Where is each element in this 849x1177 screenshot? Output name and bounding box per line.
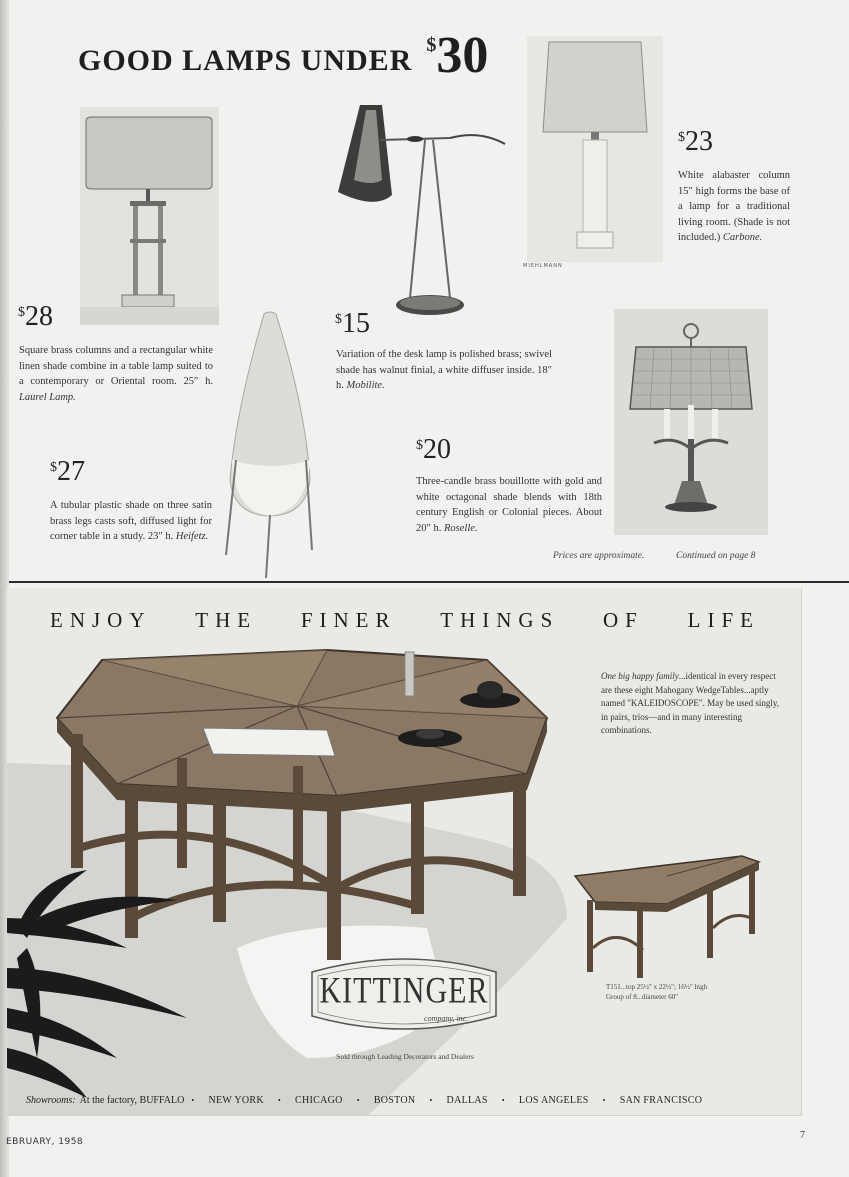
price-28: $ 28 <box>18 301 53 332</box>
caption-20: Three-candle brass bouillotte with gold and white octagonal shade blends with 18th century English or Colonial pieces. About 20″ h. Roselle. <box>416 476 602 534</box>
continued-note: Continued on page 8 <box>676 551 756 561</box>
lamp-photo-23 <box>527 36 663 262</box>
price-27: $ 27 <box>50 456 85 487</box>
caption-23: White alabaster column 15″ high forms the base of a lamp for a traditional living room. (Shade is not included.) Carbone. <box>678 170 790 243</box>
caption-27: A tubular plastic shade on three satin brass legs casts soft, diffused light for corner table in a study. 23″ h. Heifetz. <box>50 500 212 542</box>
ad-headline-word: FINER <box>300 608 397 632</box>
prices-note: Prices are approximate. <box>553 551 645 561</box>
lamp-photo-27 <box>222 310 322 578</box>
showrooms-label: Showrooms: <box>26 1094 76 1106</box>
lamp-photo-28 <box>80 107 219 325</box>
photo-credit: MIEHLMANN <box>523 263 563 269</box>
ad-headline-word: LIFE <box>687 608 760 632</box>
showroom-city: CHICAGO <box>295 1094 343 1106</box>
showroom-city: SAN FRANCISCO <box>619 1094 703 1106</box>
headline-amount: 30 <box>436 27 489 84</box>
spec-line: T151...top 25½″ x 22½″; 16½″ high <box>606 983 708 991</box>
showroom-city: BOSTON <box>373 1094 416 1106</box>
price-23: $ 23 <box>678 126 713 157</box>
spec-line: Group of 8...diameter 60″ <box>606 993 679 1001</box>
ad-headline-word: THE <box>195 608 258 632</box>
page-number: 7 <box>800 1130 805 1141</box>
kittinger-advertisement <box>7 588 802 1116</box>
showrooms-line: Showrooms: At the factory, BUFFALO • NEW YORK • CHICAGO • BOSTON • DALLAS • LOS ANGELES • SAN FRANCISCO <box>26 1094 703 1106</box>
ad-headline-word: THINGS <box>440 608 560 632</box>
headline-text: GOOD LAMPS UNDER <box>78 44 413 77</box>
headline-dollar: $ <box>426 34 437 56</box>
sold-through-note: Sold through Leading Decorators and Dealers <box>336 1052 474 1061</box>
ad-headline-word: ENJOY <box>50 608 152 632</box>
issue-date: EBRUARY, 1958 <box>6 1137 84 1147</box>
table-spec <box>606 982 776 1002</box>
section-divider <box>9 581 849 583</box>
showroom-city: DALLAS <box>446 1094 488 1106</box>
ad-headline <box>50 608 760 633</box>
showroom-city: LOS ANGELES <box>518 1094 589 1106</box>
lamp-photo-20 <box>614 309 768 535</box>
showroom-city: NEW YORK <box>208 1094 264 1106</box>
price-20: $ 20 <box>416 434 451 465</box>
showroom-factory: At the factory, BUFFALO <box>79 1094 185 1106</box>
lamp-photo-15 <box>330 100 510 325</box>
logo-wordmark: KITTINGER <box>319 969 489 1011</box>
headline <box>78 27 489 84</box>
ad-body-copy: One big happy family...identical in every respect are these eight Mahogany WedgeTables...aptly named "KALEIDOSCOPE". May be used singly, in pairs, trios—and in many interesting combinations. <box>601 671 779 735</box>
ad-headline-word: OF <box>603 608 644 632</box>
price-15: $ 15 <box>335 308 370 339</box>
logo-subtitle: company, inc. <box>424 1014 469 1023</box>
caption-28: Square brass columns and a rectangular white linen shade combine in a table lamp suited to a contemporary or Oriental room. 25″ h. Laurel Lamp. <box>19 345 213 403</box>
kaleidoscope-tables-photo <box>7 588 802 1116</box>
kittinger-logo <box>304 952 504 1036</box>
caption-15: Variation of the desk lamp is polished brass; swivel shade has walnut finial, a white diffuser inside. 18″ h. Mobilite. <box>336 349 552 391</box>
